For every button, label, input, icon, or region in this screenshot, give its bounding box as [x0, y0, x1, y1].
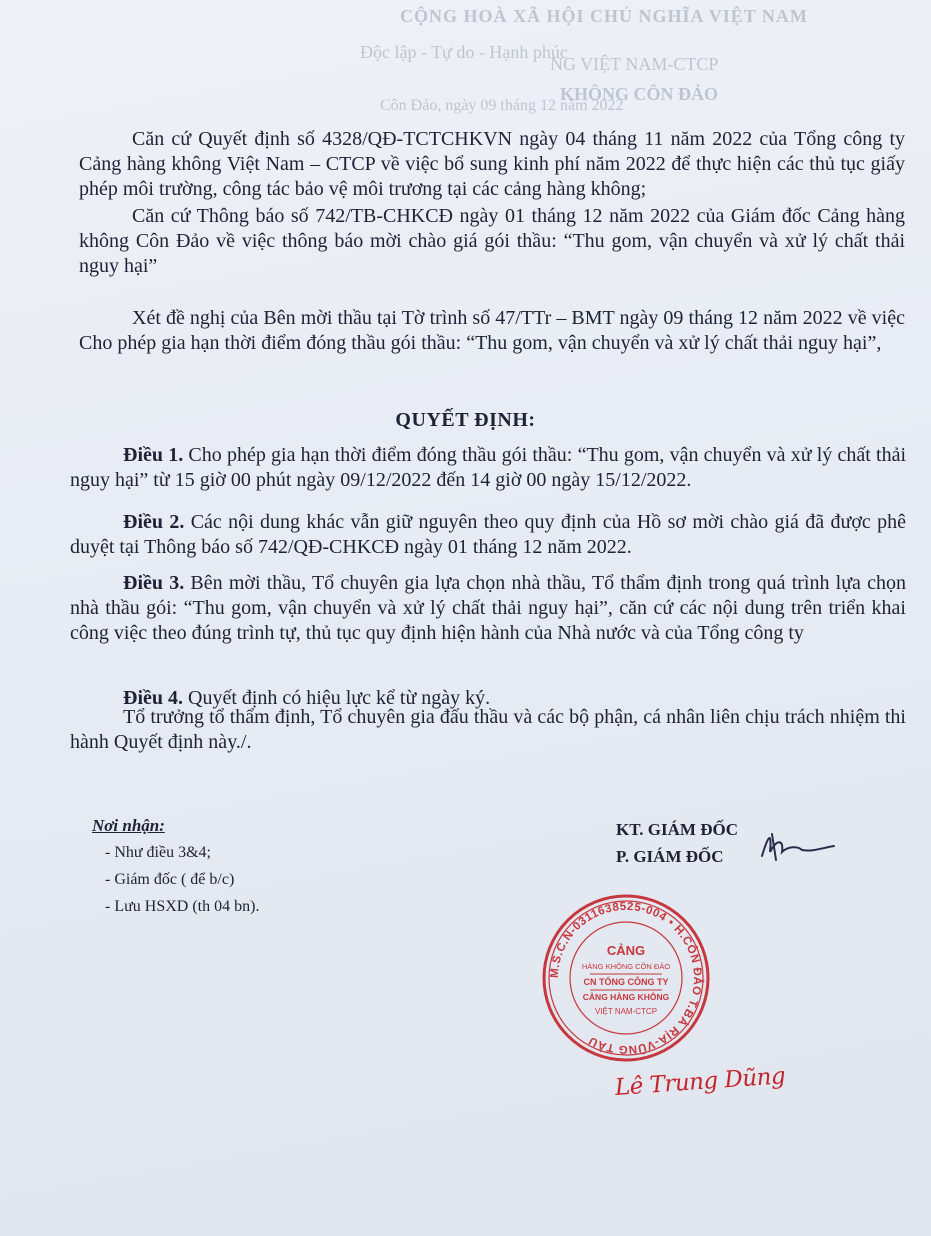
signer-name: Lê Trung Dũng: [614, 1063, 786, 1101]
article-text: Các nội dung khác vẫn giữ nguyên theo quy định của Hồ sơ mời chào giá đã được phê duyệt tại Thông báo số 742/QĐ-CHKCĐ ngày 01 tháng 12 năm 2022.: [70, 511, 907, 558]
recipients-block: [92, 812, 259, 920]
stamp-ring-text: M.S.C.N-0311638525-004 • H.CÔN ĐẢO T.BÀ RỊA-VŨNG TÀU: [548, 900, 704, 1056]
bleed-through-line: CỘNG HOÀ XÃ HỘI CHỦ NGHĨA VIỆT NAM: [400, 6, 808, 26]
article-text: Quyết định có hiệu lực kể từ ngày ký.: [183, 687, 491, 709]
decision-heading: QUYẾT ĐỊNH:: [395, 409, 536, 431]
article-label: Điều 4.: [123, 687, 183, 709]
stamp-center-line: VIỆT NAM-CTCP: [594, 1007, 658, 1016]
recipients-title: Nơi nhận:: [92, 816, 165, 835]
signatory-title-1: KT. GIÁM ĐỐC: [616, 820, 738, 839]
article-2: [70, 510, 906, 560]
article-label: Điều 1.: [123, 444, 184, 466]
bleed-through-line: KHÔNG CÔN ĐẢO: [560, 84, 719, 104]
recipient-item: - Như điều 3&4;: [105, 844, 211, 861]
recipient-item: - Giám đốc ( để b/c): [105, 871, 235, 888]
article-label: Điều 3.: [123, 572, 185, 594]
article-text: Bên mời thầu, Tổ chuyên gia lựa chọn nhà thầu, Tổ thẩm định trong quá trình lựa chọn nhà thầu gói: “Thu gom, vận chuyển và xử lý chất thải nguy hại”, căn cứ các nội dung trên triển khai công việc theo đúng trình tự, thủ tục quy định hiện hành của Nhà nước và của Tổng công ty: [70, 572, 907, 644]
article-1: [70, 443, 906, 493]
closing-paragraph: Tổ trưởng tổ thẩm định, Tổ chuyên gia đấu thầu và các bộ phận, cá nhân liên chịu trách nhiệm thi hành Quyết định này./.: [70, 706, 906, 753]
signatory-title-2: P. GIÁM ĐỐC: [616, 847, 724, 866]
bleed-through-line: Côn Đảo, ngày 09 tháng 12 năm 2022: [380, 97, 624, 114]
legal-basis-paragraph-1: Căn cứ Quyết định số 4328/QĐ-TCTCHKVN ngày 04 tháng 11 năm 2022 của Tổng công ty Cảng hàng không Việt Nam – CTCP về việc bổ sung kinh phí năm 2022 để thực hiện các thủ tục giấy phép môi trường, công tác bảo vệ môi trương tại các cảng hàng không;: [79, 128, 905, 200]
bleed-through-line: NG VIỆT NAM-CTCP: [550, 54, 719, 74]
legal-basis-paragraph-2: Căn cứ Thông báo số 742/TB-CHKCĐ ngày 01 tháng 12 năm 2022 của Giám đốc Cảng hàng không Côn Đảo về việc thông báo mời chào giá gói thầu: “Thu gom, vận chuyển và xử lý chất thải nguy hại”: [79, 205, 905, 277]
bleed-through-line: Độc lập - Tự do - Hạnh phúc: [360, 42, 568, 62]
stamp-center-line: HÀNG KHÔNG CÔN ĐẢO: [581, 962, 671, 971]
official-stamp: [536, 888, 716, 1068]
stamp-center-line: CN TỔNG CÔNG TY: [583, 977, 669, 987]
signatory-block: [616, 816, 738, 870]
recipient-item: - Lưu HSXD (th 04 bn).: [105, 898, 260, 915]
stamp-center-line: CẢNG: [606, 943, 646, 958]
article-3: [70, 571, 906, 646]
signature-scribble: [758, 826, 838, 866]
proposal-paragraph: Xét đề nghị của Bên mời thầu tại Tờ trình số 47/TTr – BMT ngày 09 tháng 12 năm 2022 về việc Cho phép gia hạn thời điểm đóng thầu gói thầu: “Thu gom, vận chuyển và xử lý chất thải nguy hại”,: [79, 307, 905, 354]
article-text: Cho phép gia hạn thời điểm đóng thầu gói thầu: “Thu gom, vận chuyển và xử lý chất thải nguy hại” từ 15 giờ 00 phút ngày 09/12/2022 đến 14 giờ 00 ngày 15/12/2022.: [70, 444, 907, 491]
stamp-center-line: CẢNG HÀNG KHÔNG: [582, 992, 670, 1002]
article-label: Điều 2.: [123, 511, 185, 533]
